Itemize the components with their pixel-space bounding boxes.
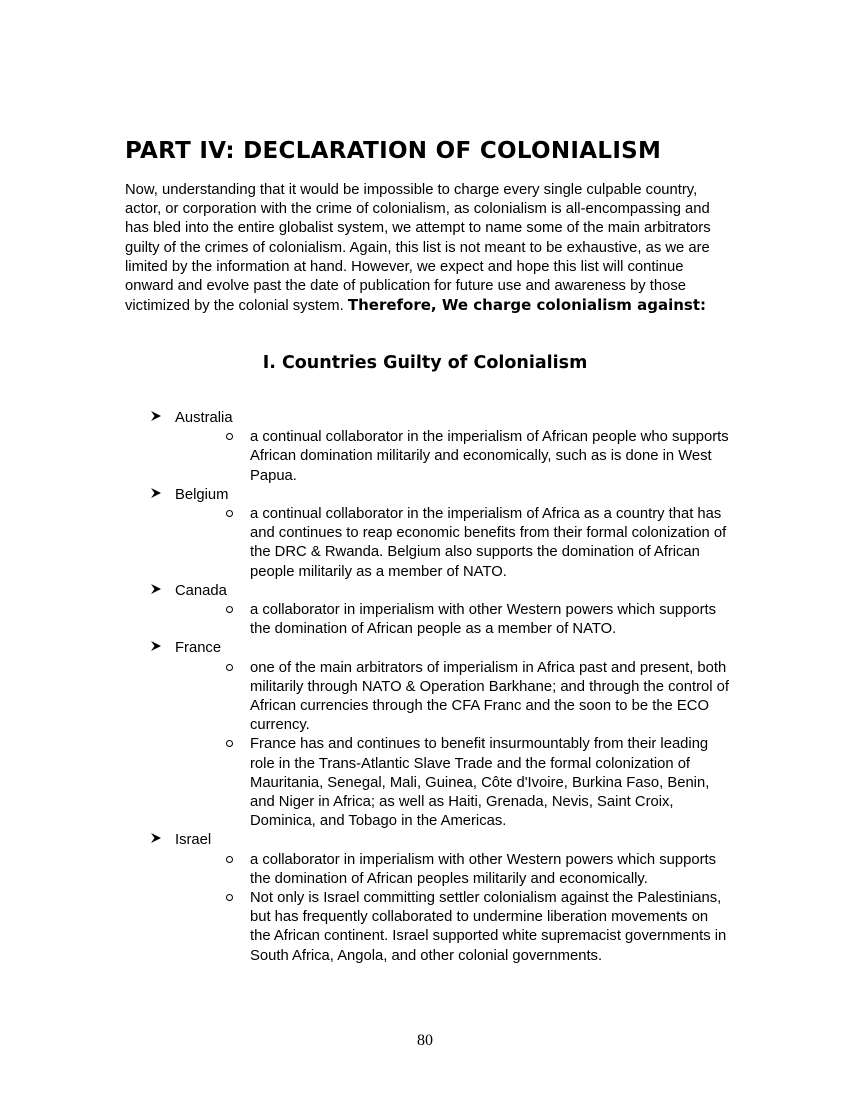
- note-text: Not only is Israel committing settler colonialism against the Palestinians, but has frequently collaborated to undermine liberation movements on the African continent. Israel supported white supremacist governments in South Africa, Angola, and other colonial governments.: [250, 890, 727, 964]
- hollow-circle-bullet-icon: [226, 894, 233, 901]
- country-note: [175, 889, 730, 966]
- country-name: Australia: [175, 410, 233, 426]
- intro-bold-text: Therefore, We charge colonialism against:: [347, 296, 707, 315]
- country-note: [175, 851, 730, 889]
- hollow-circle-bullet-icon: [226, 740, 233, 747]
- country-note: [175, 601, 730, 639]
- note-text: France has and continues to benefit insurmountably from their leading role in the Trans-Atlantic Slave Trade and the formal colonization of Mauritania, Senegal, Mali, Guinea, Côte d'Ivoire, Burkina Faso, Benin, and Niger in Africa; as well as Haiti, Grenada, Nevis, Saint Croix, Dominica, and Tobago in the Americas.: [250, 736, 710, 830]
- section-title: I. Countries Guilty of Colonialism: [262, 353, 588, 373]
- country-name: Belgium: [175, 486, 229, 503]
- country-name: Israel: [175, 832, 212, 849]
- note-text: a collaborator in imperialism with other Western powers which supports the domination of African peoples militarily and economically.: [250, 851, 717, 887]
- hollow-circle-bullet-icon: [226, 606, 233, 613]
- arrowhead-bullet-icon: [150, 831, 168, 850]
- country-name: Canada: [175, 582, 227, 599]
- arrowhead-bullet-icon: [150, 582, 168, 601]
- country-item-israel: [150, 831, 730, 965]
- hollow-circle-bullet-icon: [226, 664, 233, 671]
- arrowhead-bullet-icon: [150, 639, 168, 658]
- country-item-canada: [150, 582, 730, 640]
- country-notes: [175, 659, 730, 832]
- note-text: one of the main arbitrators of imperialism in Africa past and present, both militarily through NATO & Operation Barkhane; and through the control of African currencies through the CFA Franc and the soon to be the ECO currency.: [250, 659, 729, 734]
- arrowhead-bullet-icon: [150, 486, 168, 505]
- country-item-france: [150, 639, 730, 831]
- country-note: [175, 659, 730, 736]
- country-item-australia: [150, 409, 730, 486]
- country-note: [175, 735, 730, 831]
- arrowhead-bullet-icon: [150, 409, 168, 428]
- countries-list: [150, 409, 730, 966]
- hollow-circle-bullet-icon: [226, 856, 233, 863]
- page-number: 80: [417, 1032, 433, 1049]
- note-text: a continual collaborator in the imperialism of African people who supports African domination militarily and economically, such as is done in West Papua.: [250, 429, 729, 484]
- part-heading: PART IV: DECLARATION OF COLONIALISM: [125, 138, 662, 164]
- note-text: a continual collaborator in the imperialism of Africa as a country that has and continues to reap economic benefits from their formal colonization of the DRC & Rwanda. Belgium also supports the domination of African people militarily as a member of NATO.: [250, 506, 727, 580]
- country-notes: [175, 428, 730, 486]
- intro-text: Now, understanding that it would be impossible to charge every single culpable country, actor, or corporation with the crime of colonialism, as colonialism is all-encompassing and has bled into the entire globalist system, we attempt to name some of the main arbitrators guilty of the crimes of colonialism. Again, this list is not meant to be exhaustive, as we are limited by the information at hand. However, we expect and hope this list will continue onward and evolve past the date of publication for future use and awareness by those victimized by the colonial system.: [125, 182, 711, 315]
- hollow-circle-bullet-icon: [226, 433, 233, 440]
- country-name: France: [175, 640, 222, 657]
- country-note: [175, 505, 730, 582]
- country-note: [175, 428, 730, 486]
- country-notes: [175, 601, 730, 639]
- country-notes: [175, 851, 730, 966]
- country-item-belgium: [150, 486, 730, 582]
- hollow-circle-bullet-icon: [226, 510, 233, 517]
- country-notes: [175, 505, 730, 582]
- note-text: a collaborator in imperialism with other Western powers which supports the domination of African people as a member of NATO.: [250, 602, 717, 638]
- intro-paragraph: [125, 181, 725, 316]
